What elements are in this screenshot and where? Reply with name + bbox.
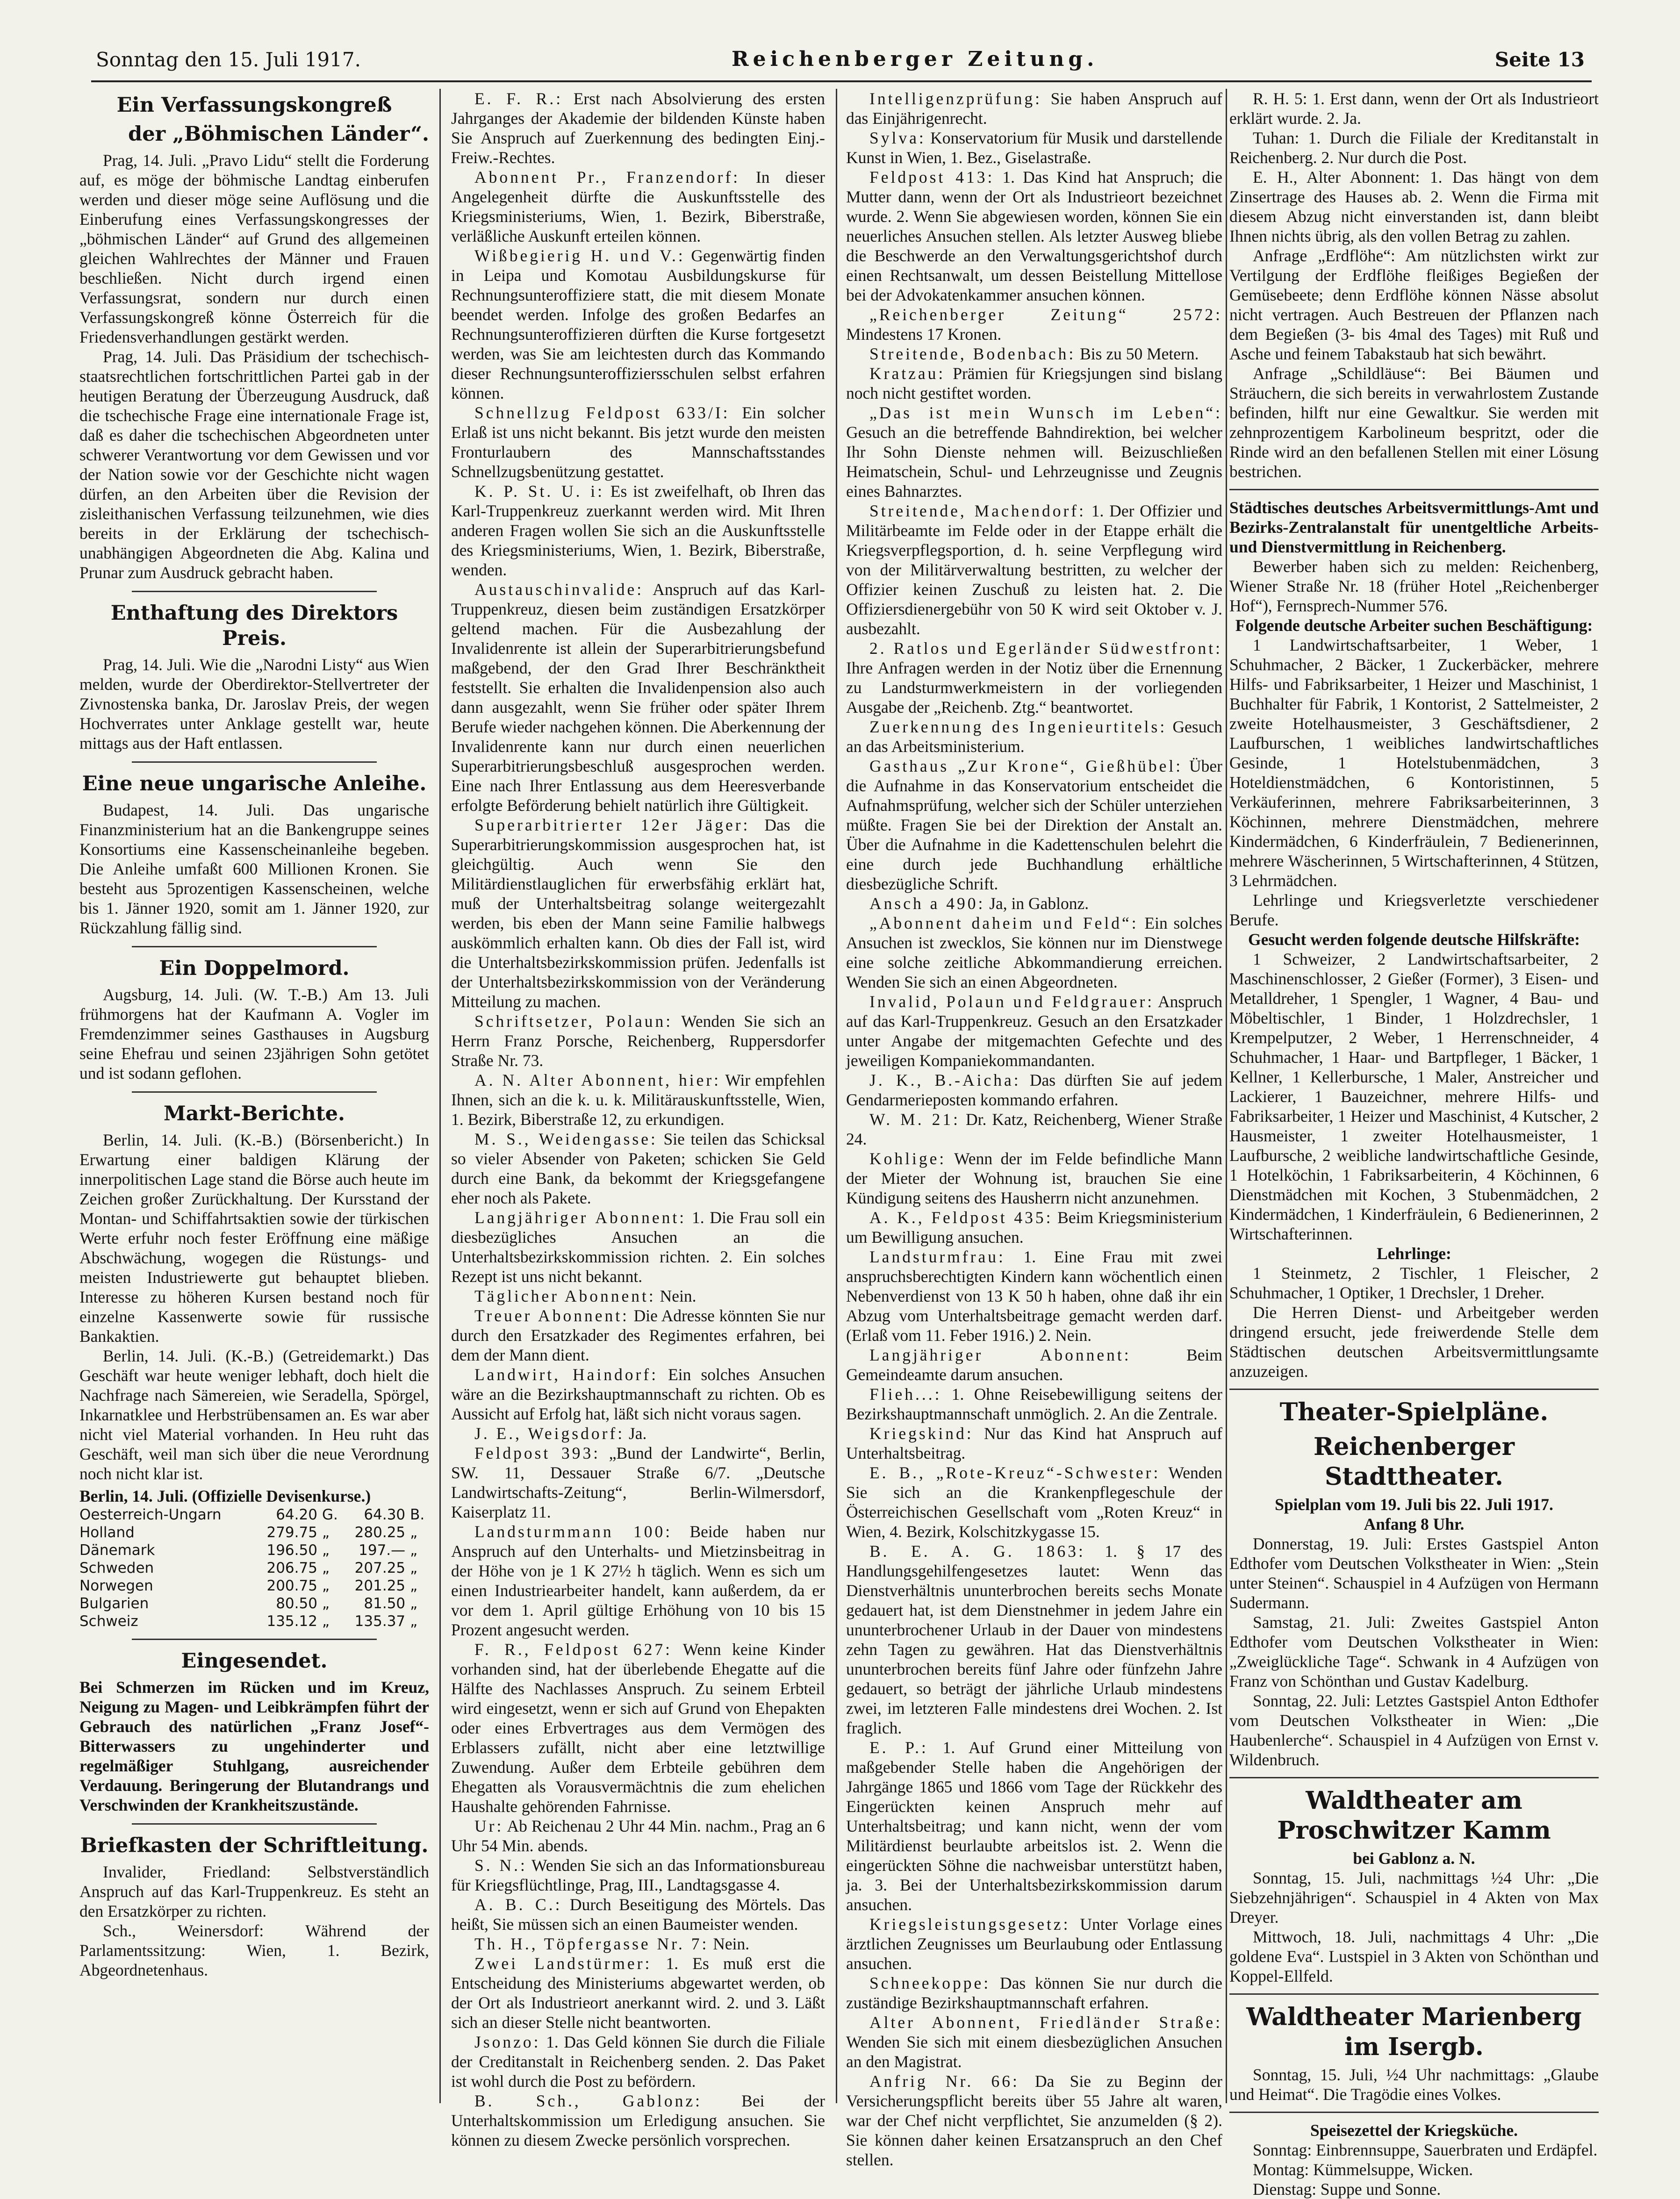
- letterbox-answer: Feldpost 413: 1. Das Kind hat Anspruch; die Mutter dann, wenn der Ort als Industrieort bezeichnet wurde. 2. Wenn Sie abgewiesen worden, können Sie ein neuerliches Ansuchen stellen. Als letzter Ausweg bliebe die Beschwerde an den Verwaltungsgerichtshof durch einen Rechtsanwalt, um dessen Beistellung Mittellose bei der Advokatenkammer ansuchen können.: [846, 168, 1222, 304]
- rates-cell: 64.30: [364, 1506, 406, 1523]
- letterbox-answer: E. F. R.: Erst nach Absolvierung des ersten Jahrganges der Akademie der bildenden Künste haben Sie Anspruch auf Zuerkennung des bedingten Einj.-Freiw.-Rechtes.: [451, 89, 825, 167]
- rates-cell: „: [322, 1542, 330, 1559]
- rates-cell: 64.20: [276, 1506, 317, 1523]
- rates-cell: „: [322, 1560, 330, 1576]
- section-separator: [1229, 1777, 1599, 1778]
- rates-cell: Holland: [79, 1524, 135, 1541]
- paragraph: E. H., Alter Abonnent: 1. Das hängt von dem Zinsertrage des Hauses ab. 2. Wenn die Firma mit diesem Abzug nicht einverstanden ist, dann bleibt Ihnen nichts übrig, als den vollen Betrag zu zahlen.: [1229, 168, 1599, 245]
- section-headline: Reichenberger Stadttheater.: [1313, 1433, 1515, 1491]
- rates-cell: 196.50: [266, 1542, 317, 1559]
- rates-cell: „: [410, 1524, 418, 1541]
- rates-cell: „: [322, 1595, 330, 1612]
- header-rule: [91, 80, 1592, 82]
- answer-addressee: J. E., Weigsdorf:: [474, 1424, 625, 1443]
- letterbox-answer: 2. Ratlos und Egerländer Südwestfront: Ihre Anfragen werden in der Notiz über die Ernennung zu Landsturmwerkmeistern in der vorliegenden Ausgabe der „Reichenb. Ztg.“ beantwortet.: [846, 639, 1222, 716]
- section-separator: [132, 1091, 377, 1093]
- answer-addressee: Schneekoppe:: [869, 1974, 991, 1992]
- centered-line: Anfang 8 Uhr.: [1364, 1515, 1465, 1533]
- answer-addressee: Sylva:: [869, 129, 926, 147]
- notice-paragraph: Städtisches deutsches Arbeitsvermittlungs-Amt und Bezirks-Zentralanstalt für unentgeltliche Arbeits- und Dienstvermittlung in Reichenberg.: [1229, 498, 1599, 556]
- column-2-letterbox: [451, 89, 826, 2149]
- article-headline: Ein Verfassungskongreß: [116, 93, 392, 117]
- answer-addressee: Langjähriger Abonnent:: [474, 1208, 687, 1227]
- letterbox-answer: Alter Abonnent, Friedländer Straße: Wenden Sie sich mit einem diesbezüglichen Ansuchen an den Magistrat.: [846, 2013, 1222, 2071]
- section-separator: [132, 1823, 377, 1825]
- article-headline: Enthaftung des Direktors Preis.: [110, 602, 398, 650]
- subheading: Folgende deutsche Arbeiter suchen Beschäftigung:: [1235, 616, 1593, 635]
- article-headline: Ein Doppelmord.: [159, 957, 350, 980]
- paragraph: Montag: Kümmelsuppe, Wicken.: [1253, 2160, 1473, 2179]
- column-divider: [1226, 89, 1227, 2103]
- answer-addressee: Landwirt, Haindorf:: [474, 1365, 659, 1384]
- letterbox-answer: B. Sch., Gablonz: Bei der Unterhaltskommission um Erledigung ansuchen. Sie können zu diesem Zwecke persönlich vorsprechen.: [451, 2092, 825, 2149]
- letterbox-answer: Th. H., Töpfergasse Nr. 7: Nein.: [474, 1934, 750, 1953]
- column-4: [1229, 89, 1599, 2199]
- section-separator: [132, 946, 377, 947]
- rates-cell: 201.25: [354, 1577, 406, 1594]
- rates-row: [79, 1612, 429, 1630]
- rates-cell: 207.25: [354, 1560, 406, 1576]
- letterbox-answer: Landwirt, Haindorf: Ein solches Ansuchen wäre an die Bezirkshauptmannschaft zu richten. Ob es Aussicht auf Erfolg hat, läßt sich nicht voraus sagen.: [451, 1365, 826, 1423]
- rates-cell: 135.37: [354, 1613, 406, 1630]
- letterbox-answer: Sylva: Konservatorium für Musik und darstellende Kunst in Wien, 1. Bez., Giselastraße.: [846, 129, 1222, 167]
- letterbox-answer: Kohlige: Wenn der im Felde befindliche Mann der Mieter der Wohnung ist, brauchen Sie eine Kündigung seitens des Hausherrn nicht anzunehmen.: [846, 1149, 1222, 1207]
- letterbox-answer: Treuer Abonnent: Die Adresse könnten Sie nur durch den Ersatzkader des Regimentes erfahren, bei dem der Mann dient.: [451, 1306, 825, 1364]
- answer-addressee: Th. H., Töpfergasse Nr. 7:: [474, 1934, 709, 1953]
- header-date: Sonntag den 15. Juli 1917.: [96, 48, 361, 71]
- notices-section: [79, 1639, 429, 1980]
- article-headline: Briefkasten der Schriftleitung.: [80, 1834, 429, 1857]
- letterbox-answer: Austauschinvalide: Anspruch auf das Karl-Truppenkreuz, diesen beim zuständigen Ersatzkörper geltend machen. Für die Ausbezahlung der Invalidenrente ist allein der Superarbitrierungsbefund maßgebend, der den Grad Ihrer Beschränktheit feststellt. Sie erhalten die Invalidenpension also auch dann ausgezahlt, wenn Sie früher oder später Ihrem Berufe wieder nachgehen können. Die Aberkennung der Invalidenrente kann nur durch einen neuerlichen Superarbitrierungsbeschluß ausgesprochen werden. Eine nach Ihrer Entlassung aus dem Heeresverbande erfolgte Beförderung behielt natürlich ihre Gültigkeit.: [451, 580, 825, 815]
- letterbox-answer: W. M. 21: Dr. Katz, Reichenberg, Wiener Straße 24.: [846, 1110, 1222, 1148]
- masthead-title: Reichenberger Zeitung.: [732, 47, 1098, 71]
- answer-addressee: Jsonzo:: [474, 2033, 541, 2051]
- paragraph: Anfrage „Erdflöhe“: Am nützlichsten wirkt zur Vertilgung der Erdflöhe fleißiges Begießen der Gemüsebeete; denn Erdflöhe können Nässe absolut nicht vertragen. Auch Bestreuen der Pflanzen nach dem Begießen (3- bis 4mal des Tages) mit Ruß und Asche und feinem Tabakstaub hat sich bewährt.: [1229, 246, 1599, 363]
- paragraph: Bewerber haben sich zu melden: Reichenberg, Wiener Straße Nr. 18 (früher Hotel „Reichenberger Hof“), Fernsprech-Nummer 576.: [1229, 557, 1599, 615]
- paragraph: Berlin, 14. Juli. (K.-B.) (Getreidemarkt.) Das Geschäft war heute weniger lebhaft, doch hielt die Nachfrage nach Sämereien, wie Seradella, Spörgel, Inkarnatklee und Herbstrübensamen an. Es war aber nicht viel Material vorhanden. In Heu ruht das Geschäft, weil man sich über die neue Verordnung noch nicht klar ist.: [79, 1347, 429, 1483]
- answer-addressee: Austauschinvalide:: [474, 580, 644, 599]
- centered-line: bei Gablonz a. N.: [1353, 1849, 1475, 1868]
- answer-addressee: Gasthaus „Zur Krone“, Gießhübel:: [869, 757, 1183, 775]
- paragraph: Berlin, 14. Juli. (K.-B.) (Börsenbericht.) In Erwartung einer baldigen Klärung der innerpolitischen Lage stand die Börse auch heute im Zeichen großer Zurückhaltung. Der Kursstand der Montan- und Schiffahrtsaktien sowie der türkischen Werte erfuhr noch fester Eröffnung eine mäßige Abschwächung, wogegen die Rüstungs- und meisten Industriewerte gut behauptet blieben. Interesse zu höheren Kursen bestand noch für einzelne Kassenwerte sowie für russische Bankaktien.: [79, 1131, 429, 1346]
- answer-addressee: A. N. Alter Abonnent, hier:: [474, 1071, 721, 1089]
- answer-addressee: Landsturmfrau:: [869, 1247, 1005, 1266]
- column-divider: [439, 89, 441, 2103]
- section-headline: Theater-Spielpläne.: [1279, 1398, 1549, 1426]
- subheading: Lehrlinge:: [1377, 1244, 1451, 1263]
- rates-cell: 80.50: [276, 1595, 317, 1612]
- rates-cell: Norwegen: [79, 1577, 153, 1594]
- answer-addressee: Alter Abonnent, Friedländer Straße:: [869, 2013, 1222, 2032]
- answer-addressee: „Das ist mein Wunsch im Leben“:: [869, 403, 1222, 422]
- answer-addressee: B. Sch., Gablonz:: [474, 2092, 703, 2110]
- answer-addressee: Kratzau:: [869, 364, 946, 383]
- article-headline: Eine neue ungarische Anleihe.: [82, 772, 427, 795]
- answer-addressee: A. B. C.:: [474, 1895, 562, 1914]
- answer-addressee: E. P.:: [869, 1738, 928, 1757]
- letterbox-answer: „Reichenberger Zeitung“ 2572: Mindestens 17 Kronen.: [846, 305, 1222, 344]
- paragraph: 1 Schweizer, 2 Landwirtschaftsarbeiter, 2 Maschinenschlosser, 2 Gießer (Former), 3 Eisen- und Metalldreher, 1 Spengler, 1 Wagner, 4 Bau- und Möbeltischler, 1 Binder, 1 Holzdrechsler, 1 Krempelputzer, 2 Weber, 1 Herrenschneider, 4 Schuhmacher, 1 Haar- und Bartpfleger, 1 Bäcker, 1 Kellner, 1 Kellerbursche, 1 Maler, Anstreicher und Lackierer, 1 Bauzeichner, mehrere Hilfs- und Fabriksarbeiter, 1 Heizer und Maschinist, 4 Kutscher, 2 Hausmeister, 1 zweiter Hotelhausmeister, 1 Laufbursche, 2 weibliche landwirtschaftliche Gesinde, 1 Hotelköchin, 1 Fabriksarbeiterin, 4 Köchinnen, 6 Dienstmädchen mit Kochen, 3 Stubenmädchen, 2 Kindermädchen, 1 Kinderfräulein, 6 Bedienerinnen, 2 Wirtschafterinnen.: [1229, 950, 1599, 1243]
- answer-addressee: Treuer Abonnent:: [474, 1306, 629, 1325]
- letterbox-answer: Kriegskind: Nur das Kind hat Anspruch auf Unterhaltsbeitrag.: [846, 1424, 1222, 1462]
- section-separator: [1229, 2112, 1599, 2113]
- rates-row: [79, 1559, 429, 1577]
- article-headline: der „Böhmischen Länder“.: [128, 122, 429, 146]
- rates-table: [79, 1506, 429, 1630]
- paragraph: 1 Steinmetz, 2 Tischler, 1 Fleischer, 2 Schuhmacher, 1 Optiker, 1 Drechsler, 1 Dreher.: [1229, 1264, 1599, 1302]
- letterbox-answer: S. N.: Wenden Sie sich an das Informationsbureau für Kriegsflüchtlinge, Prag, III., Landtagsgasse 4.: [451, 1856, 826, 1894]
- answer-addressee: J. K., B.-Aicha:: [869, 1071, 1021, 1089]
- paragraph: Prag, 14. Juli. „Pravo Lidu“ stellt die Forderung auf, es möge der böhmische Landtag einberufen werden und dieser möge seine Auflösung und die Einberufung eines Verfassungskongresses der „böhmischen Länder“ auf Grund des allgemeinen gleichen Wahlrechtes der Männer und Frauen beschließen. Nicht durch irgend einen Verfassungsrat, sondern nur durch einen Verfassungskongreß könne Österreich für die Friedensverhandlungen gestärkt werden.: [79, 151, 429, 346]
- rates-row: [79, 1577, 429, 1595]
- letterbox-answer: Abonnent Pr., Franzendorf: In dieser Angelegenheit dürfte die Auskunftsstelle des Kriegsministeriums, Wien, 1. Bezirk, Biberstraße, verläßliche Auskunft erteilen können.: [451, 168, 825, 245]
- answer-addressee: K. P. St. U. i:: [474, 482, 605, 501]
- paragraph: Sch., Weinersdorf: Während der Parlamentssitzung: Wien, 1. Bezirk, Abgeordnetenhaus.: [79, 1921, 429, 1979]
- rates-cell: Schweiz: [79, 1613, 138, 1630]
- letterbox-answer: Kratzau: Prämien für Kriegsjungen sind bislang noch nicht gestiftet worden.: [846, 364, 1222, 402]
- answer-addressee: Intelligenzprüfung:: [869, 89, 1042, 108]
- answer-addressee: M. S., Weidengasse:: [474, 1130, 658, 1148]
- page-header: [91, 44, 1592, 77]
- exchange-rates: [79, 1486, 429, 1630]
- section-headline: Waldtheater Marienberg im Isergb.: [1246, 2003, 1582, 2061]
- rates-cell: 200.75: [266, 1577, 317, 1594]
- paragraph: Donnerstag, 19. Juli: Erstes Gastspiel Anton Edthofer vom Deutschen Volkstheater in Wien: „Stein unter Steinen“. Schauspiel in 4 Aufzügen von Hermann Sudermann.: [1229, 1534, 1599, 1612]
- rates-cell: 81.50: [364, 1595, 406, 1612]
- letterbox-answer: A. K., Feldpost 435: Beim Kriegsministerium um Bewilligung ansuchen.: [846, 1208, 1222, 1246]
- letterbox-answer: Streitende, Machendorf: 1. Der Offizier und Militärbeamte im Felde oder in der Etappe erhält die Kriegsverpflegsportion, d. h. seine Verpflegung wird von der Militärverwaltung bestritten, zu welcher der Offizier keinen Zuschuß zu leisten hat. 2. Die Offiziersdienergebühr von 50 K wird seit Oktober v. J. ausbezahlt.: [846, 501, 1222, 638]
- rates-cell: „: [410, 1613, 418, 1630]
- paragraph: Sonntag, 22. Juli: Letztes Gastspiel Anton Edthofer vom Deutschen Volkstheater in Wien: „Die Haubenlerche“. Schauspiel in 4 Aufzügen von Ernst v. Wildenbruch.: [1229, 1691, 1599, 1769]
- answer-addressee: 2. Ratlos und Egerländer Südwestfront:: [869, 639, 1222, 658]
- article-headline: Markt-Berichte.: [164, 1102, 345, 1125]
- answer-addressee: F. R., Feldpost 627:: [474, 1640, 672, 1659]
- answer-addressee: Anfrig Nr. 66:: [869, 2072, 1019, 2091]
- page-number: Seite 13: [1494, 48, 1585, 71]
- letterbox-answer: Flieh...: 1. Ohne Reisebewilligung seitens der Bezirkshauptmannschaft unmöglich. 2. An die Zentrale.: [846, 1385, 1222, 1423]
- rates-cell: 280.25: [354, 1524, 406, 1541]
- rates-title: Berlin, 14. Juli. (Offizielle Devisenkurse.): [79, 1487, 371, 1505]
- letterbox-answer: Schnellzug Feldpost 633/I: Ein solcher Erlaß ist uns nicht bekannt. Bis jetzt wurde den meisten Fronturlaubern des Mannschaftsstandes Schnellzugsbenützung gestattet.: [451, 403, 825, 481]
- paragraph: Tuhan: 1. Durch die Filiale der Kreditanstalt in Reichenberg. 2. Nur durch die Post.: [1229, 129, 1599, 167]
- section-headline: Waldtheater am Proschwitzer Kamm: [1277, 1786, 1551, 1845]
- paragraph: Budapest, 14. Juli. Das ungarische Finanzministerium hat an die Bankengruppe seines Konsortiums eine Kassenscheinanleihe begeben. Die Anleihe umfaßt 600 Millionen Kronen. Sie besteht aus 5prozentigen Kassenscheinen, welche bis 1. Jänner 1920, somit am 1. Jänner 1920, zur Rückzahlung fällig sind.: [79, 801, 429, 937]
- letterbox-answer: J. E., Weigsdorf: Ja.: [474, 1424, 647, 1443]
- letterbox-answer: Täglicher Abonnent: Nein.: [474, 1287, 696, 1305]
- answer-addressee: Zuerkennung des Ingenieurtitels:: [869, 717, 1167, 736]
- letterbox-answer: A. B. C.: Durch Beseitigung des Mörtels. Das heißt, Sie müssen sich an einen Baumeister wenden.: [451, 1895, 826, 1934]
- answer-addressee: W. M. 21:: [869, 1110, 960, 1129]
- paragraph: Augsburg, 14. Juli. (W. T.-B.) Am 13. Juli frühmorgens hat der Kaufmann A. Vogler im Fremdenzimmer seines Gasthauses in Augsburg seine Ehefrau und seinen 23jährigen Sohn getötet und ist sodann geflohen.: [79, 985, 429, 1082]
- paragraph: Prag, 14. Juli. Das Präsidium der tschechisch-staatsrechtlichen fortschrittlichen Partei gab in der heutigen Beratung der Überzeugung Ausdruck, daß die tschechische Frage eine internationale Frage ist, daß es daher die tschechischen Abgeordneten unter schwerer Verantwortung vor dem Gewissen und vor der Nation sowie vor der Geschichte nicht wagen dürfen, an den Arbeiten über die Revision der zisleithanischen Verfassung teilzunehmen, wie dies bereits in der Erklärung der tschechisch-unabhängigen Abgeordneten die Abg. Kalina und Prunar zum Ausdruck gebracht haben.: [79, 347, 429, 582]
- answer-addressee: Streitende, Bodenbach:: [869, 344, 1076, 363]
- rates-cell: 206.75: [266, 1560, 317, 1576]
- letterbox-answer: Intelligenzprüfung: Sie haben Anspruch auf das Einjährigenrecht.: [846, 89, 1222, 128]
- answer-addressee: B. E. A. G. 1863:: [869, 1542, 1085, 1561]
- rates-cell: „: [410, 1560, 418, 1576]
- paragraph: Anfrage „Schildläuse“: Bei Bäumen und Sträuchern, die sich bereits in verwahrlostem Zustande befinden, hilft nur eine Gewaltkur. Sie werden mit zehnprozentigem Karbolineum bespritzt, oder die Rinde wird an den befallenen Stellen mit einer Lösung bestrichen.: [1229, 364, 1599, 481]
- letterbox-answer: Superarbitrierter 12er Jäger: Das die Superarbitrierungskommission ausgesprochen hat, ist gleichgültig. Auch wenn Sie den Militärdienstlauglichen für erwerbsfähig erklärt hat, muß der Unterhaltsbeitrag solange weitergezahlt werden, bis eben der Mann seine Familie halbwegs auskömmlich erhalten kann. Ob dies der Fall ist, wird die Unterhaltsbezirkskommission prüfen. Jedenfalls ist der Unterhaltsbezirkskommission von der Veränderung Mitteilung zu machen.: [451, 816, 825, 1011]
- answer-addressee: Landsturmmann 100:: [474, 1522, 673, 1541]
- letterbox-answer: Zwei Landstürmer: 1. Es muß erst die Entscheidung des Ministeriums abgewartet werden, ob der Ort als Industrieort anerkannt wird. 2. und 3. Läßt sich an dieser Stelle nicht beantworten.: [451, 1954, 825, 2032]
- paragraph: R. H. 5: 1. Erst dann, wenn der Ort als Industrieort erklärt wurde. 2. Ja.: [1229, 89, 1599, 128]
- letterbox-answer: Landsturmfrau: 1. Eine Frau mit zwei anspruchsberechtigten Kindern kann wöchentlich einen Nebenverdienst von 13 K 50 h haben, ohne daß ihr ein Abzug vom Unterhaltsbeitrage gemacht werden darf. (Erlaß vom 11. Feber 1916.) 2. Nein.: [846, 1247, 1222, 1345]
- rates-cell: „: [410, 1542, 418, 1559]
- rates-row: [79, 1506, 429, 1524]
- rates-cell: Dänemark: [79, 1542, 155, 1559]
- answer-addressee: S. N.:: [474, 1856, 527, 1875]
- column-1: [79, 89, 429, 2024]
- rates-cell: Bulgarien: [79, 1595, 149, 1612]
- answer-addressee: Abonnent Pr., Franzendorf:: [474, 168, 740, 186]
- letterbox-answer: Gasthaus „Zur Krone“, Gießhübel: Über die Aufnahme in das Konservatorium entscheidet die Aufnahmsprüfung, welcher sich der Schüler unterziehen müßte. Fragen Sie bei der Direktion der Anstalt an. Über die Aufnahme in die Kadettenschulen belehrt die eine durch jede Buchhandlung erhältliche diesbezügliche Schrift.: [846, 757, 1223, 893]
- paragraph: Sonntag: Einbrennsuppe, Sauerbraten und Erdäpfel.: [1253, 2141, 1598, 2159]
- article-headline: Eingesendet.: [181, 1649, 328, 1673]
- letterbox-answer: B. E. A. G. 1863: 1. § 17 des Handlungsgehilfengesetzes lautet: Wenn das Dienstverhältnis ununterbrochen bereits sechs Monate gedauert hat, ist dem Dienstnehmer in jedem Jahre ein ununterbrochener Urlaub in der Dauer von mindestens zehn Tagen zu gewähren. Hat das Dienstverhältnis ununterbrochen bereits fünf Jahre oder fünfzehn Jahre gedauert, so beträgt der jährliche Urlaub mindestens zwei, im letzteren Falle mindestens drei Wochen. 2. Ist fraglich.: [846, 1542, 1222, 1737]
- rates-cell: 279.75: [266, 1524, 317, 1541]
- letterbox-answer: Wißbegierig H. und V.: Gegenwärtig finden in Leipa und Komotau Ausbildungskurse für Rechnungsunteroffiziere statt, die mit diesem Monate beendet werden. Infolge des großen Bedarfes an Rechnungsunteroffizieren dürften die Kurse fortgesetzt werden, was Sie am leichtesten durch das Kommando dieser Rechnungsunteroffiziersschulen selbst erfahren können.: [451, 246, 825, 402]
- news-section: [79, 93, 429, 1483]
- answer-addressee: Täglicher Abonnent:: [474, 1287, 656, 1305]
- letterbox-answer: Langjähriger Abonnent: 1. Die Frau soll ein diesbezügliches Ansuchen an die Unterhaltsbezirkskommission richten. 2. Ein solches Rezept ist uns nicht bekannt.: [451, 1208, 825, 1286]
- paragraph: Mittwoch, 18. Juli, nachmittags 4 Uhr: „Die goldene Eva“. Lustspiel in 3 Akten von Schönthan und Koppel-Ellfeld.: [1229, 1927, 1599, 1985]
- paragraph: Die Herren Dienst- und Arbeitgeber werden dringend ersucht, jede freiwerdende Stelle dem Städtischen deutschen Arbeitsvermittlungsamte anzuzeigen.: [1229, 1303, 1599, 1381]
- answer-addressee: Streitende, Machendorf:: [869, 501, 1086, 520]
- paragraph: Dienstag: Suppe und Sonne.: [1253, 2180, 1441, 2199]
- answer-addressee: A. K., Feldpost 435:: [869, 1208, 1053, 1227]
- paragraph: Invalider, Friedland: Selbstverständlich Anspruch auf das Karl-Truppenkreuz. Es steht an den Ersatzkörper zu richten.: [79, 1862, 429, 1920]
- column-3-letterbox: [846, 89, 1223, 2169]
- rates-cell: „: [410, 1595, 418, 1612]
- subheading: Gesucht werden folgende deutsche Hilfskräfte:: [1248, 930, 1580, 949]
- column-divider: [836, 89, 837, 2103]
- rates-cell: „: [410, 1577, 418, 1594]
- section-separator: [132, 761, 377, 763]
- paragraph: 1 Landwirtschaftsarbeiter, 1 Weber, 1 Schuhmacher, 2 Bäcker, 1 Zuckerbäcker, mehrere Hilfs- und Fabriksarbeiter, 1 Heizer und Maschinist, 1 Buchhalter für Fabrik, 1 Kontorist, 2 Sattelmeister, 2 zweite Hotelhausmeister, 3 Geschäftsdiener, 2 Laufburschen, 1 weibliches landwirtschaftliches Gesinde, 1 Hotelstubenmädchen, 3 Hoteldienstmädchen, 6 Kontoristinnen, 5 Verkäuferinnen, mehrere Fabriksarbeiterinnen, 3 Köchinnen, mehrere Dienstmädchen, mehrere Kindermädchen, 6 Kinderfräulein, 7 Bedienerinnen, mehrere Wäscherinnen, 5 Wirtschafterinnen, 4 Stützen, 3 Lehrmädchen.: [1229, 636, 1599, 890]
- rates-cell: Oesterreich-Ungarn: [79, 1506, 222, 1523]
- letterbox-answer: Anfrig Nr. 66: Da Sie zu Beginn der Versicherungspflicht bereits über 55 Jahre alt waren, war der Chef nicht verpflichtet, Sie anzumelden (§ 2). Sie können daher keinen Ersatzanspruch an den Chef stellen.: [846, 2072, 1223, 2169]
- letterbox-answer: Ur: Ab Reichenau 2 Uhr 44 Min. nachm., Prag an 6 Uhr 54 Min. abends.: [451, 1817, 825, 1855]
- answer-addressee: Langjähriger Abonnent:: [869, 1346, 1131, 1364]
- answer-addressee: Schriftsetzer, Polaun:: [474, 1012, 673, 1031]
- rates-cell: G.: [322, 1506, 338, 1523]
- paragraph: Sonntag, 15. Juli, nachmittags ½4 Uhr: „Die Siebzehnjährigen“. Schauspiel in 4 Akten von Max Dreyer.: [1229, 1869, 1599, 1927]
- answer-addressee: Zwei Landstürmer:: [474, 1954, 652, 1973]
- answer-addressee: Kohlige:: [869, 1149, 947, 1168]
- letterbox-answer: M. S., Weidengasse: Sie teilen das Schicksal so vieler Absender von Paketen; schicken Sie Geld durch eine Bank, da bekommt der Kriegsgefangene eher noch als Pakete.: [451, 1130, 826, 1207]
- answer-addressee: Feldpost 393:: [474, 1444, 601, 1462]
- letterbox-answer: E. P.: 1. Auf Grund einer Mitteilung von maßgebender Stelle haben die Angehörigen der Jahrgänge 1865 und 1866 vom Tage der Rückkehr des Eingerückten keinen Anspruch mehr auf Unterhaltsbeitrag; und kann nicht, wenn der vom Militärdienst beurlaubte arbeitslos ist. 2. Wenn die eingerückten Söhne die nachweisbar unterstützt haben, ja. 3. Bei der Unterhaltsbezirkskommission darum ansuchen.: [846, 1738, 1223, 1914]
- answer-addressee: Wißbegierig H. und V.:: [474, 246, 685, 265]
- letterbox-answer: „Das ist mein Wunsch im Leben“: Gesuch an die betreffende Bahndirektion, bei welcher Ihr Sohn Dienste nehmen will. Beizuschließen Heimatschein, Schul- und Lehrzeugnisse und Zeugnis eines Bahnarztes.: [846, 403, 1222, 501]
- answer-addressee: „Abonnent daheim und Feld“:: [869, 914, 1139, 932]
- letterbox-answer: J. K., B.-Aicha: Das dürften Sie auf jedem Gendarmerieposten kommando erfahren.: [846, 1071, 1222, 1109]
- answer-addressee: Invalid, Polaun und Feldgrauer:: [869, 992, 1155, 1011]
- answer-addressee: Superarbitrierter 12er Jäger:: [474, 816, 750, 834]
- notice-paragraph: Bei Schmerzen im Rücken und im Kreuz, Neigung zu Magen- und Leibkrämpfen führt der Gebrauch des natürlichen „Franz Josef“-Bitterwassers zu ungehinderter und regelmäßiger Stuhlgang, ausreichender Verdauung. Beringerung der Blutandrangs und Verschwinden der Krankheitszustände.: [79, 1678, 429, 1814]
- rates-row: [79, 1524, 429, 1541]
- rates-row: [79, 1541, 429, 1559]
- subheading: Speisezettel der Kriegsküche.: [1310, 2121, 1518, 2140]
- rates-cell: 197.—: [359, 1542, 406, 1559]
- letterbox-answer: E. B., „Rote-Kreuz“-Schwester: Wenden Sie sich an die Krankenpflegeschule der Österreichischen Gesellschaft vom „Roten Kreuz“ in Wien, 4. Bezirk, Kolschitzkygasse 15.: [846, 1463, 1222, 1541]
- letterbox-answer: Langjähriger Abonnent: Beim Gemeindeamte darum ansuchen.: [846, 1346, 1222, 1384]
- paragraph: Lehrlinge und Kriegsverletzte verschiedener Berufe.: [1229, 891, 1599, 929]
- section-separator: [1229, 1993, 1599, 1995]
- letterbox-answer: Kriegsleistungsgesetz: Unter Vorlage eines ärztlichen Zeugnisses um Beurlaubung oder Entlassung ansuchen.: [846, 1915, 1222, 1973]
- paragraph: Sonntag, 15. Juli, ½4 Uhr nachmittags: „Glaube und Heimat“. Die Tragödie eines Volkes.: [1229, 2065, 1599, 2104]
- letterbox-answer: Ansch a 490: Ja, in Gablonz.: [869, 894, 1089, 913]
- rates-row: [79, 1595, 429, 1612]
- letterbox-answer: A. N. Alter Abonnent, hier: Wir empfehlen Ihnen, sich an die k. u. k. Militärauskunftsstelle, Wien, 1. Bezirk, Biberstraße 12, zu erkundigen.: [451, 1071, 825, 1129]
- rates-cell: Schweden: [79, 1560, 154, 1576]
- rates-cell: „: [322, 1524, 330, 1541]
- rates-cell: „: [322, 1613, 330, 1630]
- letterbox-answer: Schriftsetzer, Polaun: Wenden Sie sich an Herrn Franz Porsche, Reichenberg, Ruppersdorfer Straße Nr. 73.: [451, 1012, 825, 1070]
- answer-addressee: Feldpost 413:: [869, 168, 995, 186]
- letterbox-answer: „Abonnent daheim und Feld“: Ein solches Ansuchen ist zwecklos, Sie können nur im Dienstwege eine solche zeitliche Abkommandierung erreichen. Wenden Sie sich an einen Abgeordneten.: [846, 914, 1222, 991]
- answer-addressee: Ur:: [474, 1817, 504, 1835]
- letterbox-answer: F. R., Feldpost 627: Wenn keine Kinder vorhanden sind, hat der überlebende Ehegatte auf die Hälfte des Nachlasses Anspruch. Zu seinem Erbteil wird eingesetzt, wenn er sich auf Grund von Ehepakten oder eines Erbvertrages aus dem Vermögen des Erblassers zufällt, nicht aber eine letztwillige Zuwendung. Außer dem Erbteile gebühren dem Ehegatten als Vorausvermächtnis die zum ehelichen Haushalte gehörenden Fahrnisse.: [451, 1640, 825, 1816]
- letterbox-answer: K. P. St. U. i: Es ist zweifelhaft, ob Ihren das Karl-Truppenkreuz zuerkannt werden wird. Mit Ihren anderen Fragen wollen Sie sich an die Auskunftsstelle des Kriegsministeriums, Wien, 1. Bezirk, Biberstraße, wenden.: [451, 482, 825, 579]
- centered-line: Spielplan vom 19. Juli bis 22. Juli 1917.: [1275, 1495, 1553, 1514]
- letterbox-answer: Streitende, Bodenbach: Bis zu 50 Metern.: [869, 344, 1199, 363]
- answer-addressee: Ansch a 490:: [869, 894, 985, 913]
- section-separator: [132, 591, 377, 592]
- rates-cell: B.: [410, 1506, 425, 1523]
- letterbox-answer: Jsonzo: 1. Das Geld können Sie durch die Filiale der Creditanstalt in Reichenberg senden. 2. Das Paket ist wohl durch die Post zu befördern.: [451, 2033, 825, 2091]
- answer-addressee: E. F. R.:: [474, 89, 563, 108]
- section-separator: [132, 1639, 377, 1640]
- rates-cell: 135.12: [266, 1613, 317, 1630]
- answer-addressee: Kriegskind:: [869, 1424, 974, 1443]
- letterbox-answer: Invalid, Polaun und Feldgrauer: Anspruch auf das Karl-Truppenkreuz. Gesuch an den Ersatzkader unter Angabe der mitgemachten Gefechte und des jeweiligen Kompaniekommandanten.: [846, 992, 1222, 1070]
- answer-addressee: Flieh...:: [869, 1385, 942, 1404]
- section-separator: [1229, 489, 1599, 490]
- letterbox-answer: Feldpost 393: „Bund der Landwirte“, Berlin, SW. 11, Dessauer Straße 6/7. „Deutsche Landwirtschafts-Zeitung“, Berlin-Wilmersdorf, Kaiserplatz 11.: [451, 1444, 826, 1521]
- answer-addressee: Schnellzug Feldpost 633/I:: [474, 403, 730, 422]
- letterbox-answer: Landsturmmann 100: Beide haben nur Anspruch auf den Unterhalts- und Mietzinsbeitrag in der Höhe von je 1 K 27½ h täglich. Wenn es sich um einen Industriearbeiter handelt, kann außerdem, da er vor dem 1. April gültige Erhöhung von 10 bis 15 Prozent angesucht werden.: [451, 1522, 825, 1639]
- answer-addressee: „Reichenberger Zeitung“ 2572:: [869, 305, 1222, 324]
- paragraph: Samstag, 21. Juli: Zweites Gastspiel Anton Edthofer vom Deutschen Volkstheater in Wien: „Zweiglückliche Tage“. Schwank in 4 Aufzügen von Franz von Schönthan und Gustav Kadelburg.: [1229, 1613, 1599, 1690]
- answer-addressee: E. B., „Rote-Kreuz“-Schwester:: [869, 1463, 1161, 1482]
- paragraph: Prag, 14. Juli. Wie die „Narodni Listy“ aus Wien melden, wurde der Oberdirektor-Stellvertreter der Zivnostenska banka, Dr. Jaroslav Preis, der wegen Hochverrates unter Anklage gestellt war, heute mittags aus der Haft entlassen.: [79, 655, 429, 752]
- letterbox-answer: Schneekoppe: Das können Sie nur durch die zuständige Bezirkshauptmannschaft erfahren.: [846, 1974, 1222, 2012]
- answer-addressee: Kriegsleistungsgesetz:: [869, 1915, 1070, 1934]
- letterbox-answer: Zuerkennung des Ingenieurtitels: Gesuch an das Arbeitsministerium.: [846, 717, 1222, 756]
- section-separator: [1229, 1389, 1599, 1390]
- rates-cell: „: [322, 1577, 330, 1594]
